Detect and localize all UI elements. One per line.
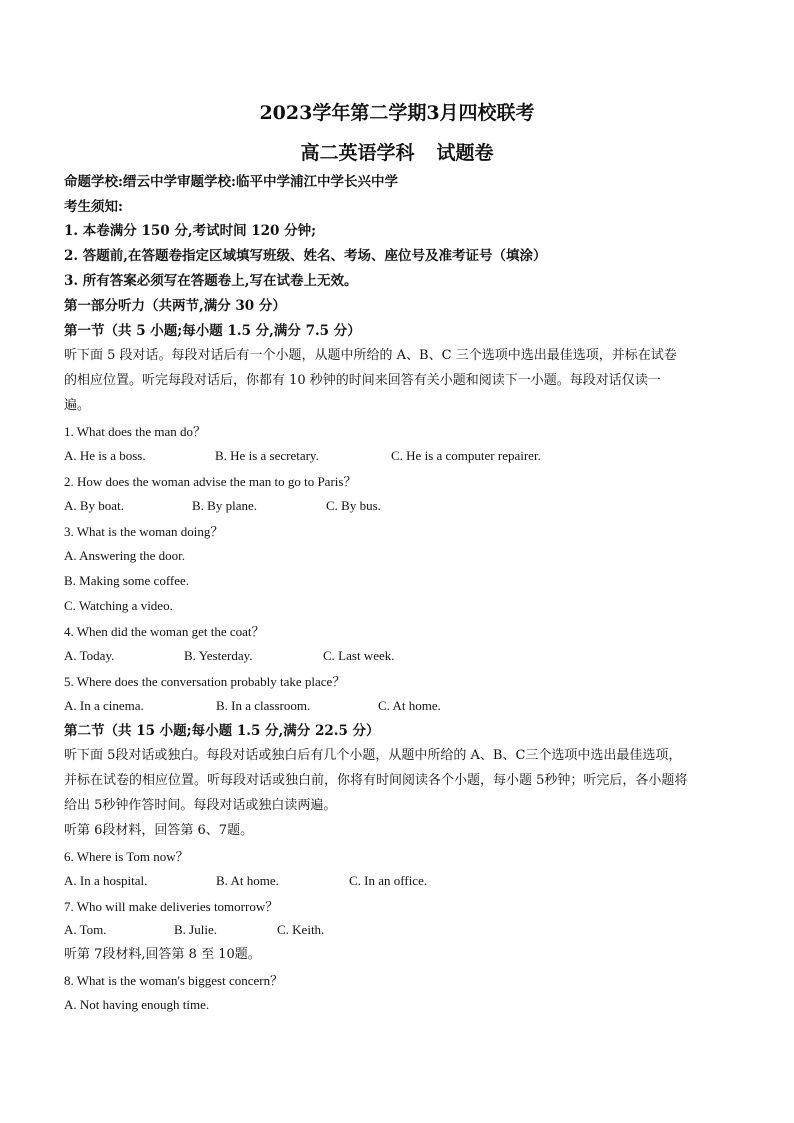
q6-option-b: B. At home. (216, 873, 279, 888)
q2-option-b: B. By plane. (192, 498, 257, 513)
q4-option-a: A. Today. (64, 648, 115, 663)
q6-option-a: A. In a hospital. (64, 873, 148, 888)
q3-option-a: A. Answering the door. (64, 548, 185, 563)
q1-option-b: B. He is a secretary. (215, 448, 319, 463)
section1-instructions-1: 听下面 5 段对话。每段对话后有一个小题，从题中所给的 A、B、C 三个选项中选出最佳选项，并标在试卷 (64, 348, 677, 363)
subject-label: 高二英语学科 (300, 142, 415, 164)
group-6-instruction: 听第 6段材料，回答第 6、7题。 (64, 823, 254, 838)
notice-item-1: 1. 本卷满分 150 分,考试时间 120 分钟; (64, 223, 317, 239)
q2-option-c: C. By bus. (326, 498, 381, 513)
q8-option-a: A. Not having enough time. (64, 997, 210, 1012)
q7-option-c: C. Keith. (277, 922, 325, 937)
notice-item-2: 2. 答题前,在答题卷指定区域填写班级、姓名、考场、座位号及准考证号（填涂） (64, 248, 547, 264)
q6-option-c: C. In an office. (349, 873, 428, 888)
section1-instructions-2: 的相应位置。听完每段对话后，你都有 10 秒钟的时间来回答有关小题和阅读下一小题。每段对话仅读一 (64, 373, 661, 388)
q2-option-a: A. By boat. (64, 498, 124, 513)
question-4: 4. When did the woman get the coat？ (64, 624, 265, 639)
notice-heading: 考生须知: (64, 199, 123, 215)
q3-option-c: C. Watching a video. (64, 598, 173, 613)
question-5: 5. Where does the conversation probably take place？ (64, 674, 346, 689)
section1-heading: 第一节（共 5 小题;每小题 1.5 分,满分 7.5 分） (64, 323, 361, 339)
q4-option-c: C. Last week. (323, 648, 395, 663)
q5-option-a: A. In a cinema. (64, 698, 144, 713)
section2-instructions-1: 听下面 5段对话或独白。每段对话或独白后有几个小题，从题中所给的 A、B、C三个选项中选出最佳选项， (64, 748, 682, 763)
q1-option-c: C. He is a computer repairer. (391, 448, 541, 463)
schools-line: 命题学校:缙云中学审题学校:临平中学浦江中学长兴中学 (64, 174, 398, 190)
q5-option-c: C. At home. (378, 698, 441, 713)
q5-option-b: B. In a classroom. (216, 698, 311, 713)
section2-heading: 第二节（共 15 小题;每小题 1.5 分,满分 22.5 分） (64, 723, 380, 739)
exam-subtitle (0, 138, 794, 165)
question-6: 6. Where is Tom now？ (64, 849, 189, 864)
question-3: 3. What is the woman doing？ (64, 524, 224, 539)
q1-option-a: A. He is a boss. (64, 448, 146, 463)
q4-option-b: B. Yesterday. (184, 648, 253, 663)
paper-label: 试题卷 (436, 142, 494, 164)
group-7-instruction: 听第 7段材料,回答第 8 至 10题。 (64, 947, 261, 962)
notice-item-3: 3. 所有答案必须写在答题卷上,写在试卷上无效。 (64, 273, 358, 289)
question-2: 2. How does the woman advise the man to go to Paris？ (64, 474, 357, 489)
section2-instructions-2: 并标在试卷的相应位置。听每段对话或独白前，你将有时间阅读各个小题，每小题 5秒钟；听完后，各小题将 (64, 773, 688, 788)
q7-option-a: A. Tom. (64, 922, 107, 937)
section1-instructions-3: 遍。 (64, 398, 91, 413)
q3-option-b: B. Making some coffee. (64, 573, 190, 588)
question-1: 1. What does the man do？ (64, 424, 207, 439)
part1-heading: 第一部分听力（共两节,满分 30 分） (64, 298, 286, 314)
exam-title: 2023学年第二学期3月四校联考 (259, 102, 535, 124)
q7-option-b: B. Julie. (174, 922, 217, 937)
question-8: 8. What is the woman's biggest concern？ (64, 973, 284, 988)
section2-instructions-3: 给出 5秒钟作答时间。每段对话或独白读两遍。 (64, 798, 337, 813)
question-7: 7. Who will make deliveries tomorrow？ (64, 899, 279, 914)
